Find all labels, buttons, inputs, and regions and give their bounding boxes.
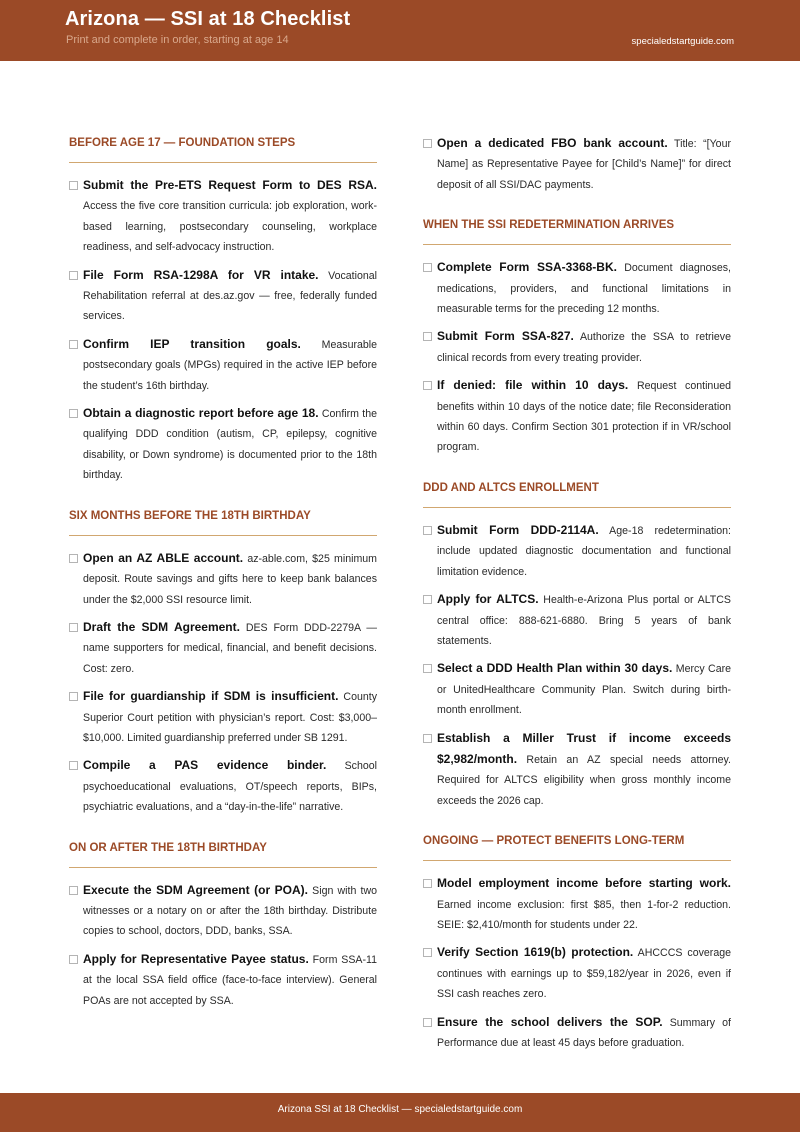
- checklist-item: [423, 942, 731, 1004]
- section-title: ON OR AFTER THE 18TH BIRTHDAY: [69, 841, 267, 854]
- checklist-item-body: Confirm the qualifying DDD condition (autism, CP, epilepsy, cognitive disability, or Down syndrome) is documented prior to the 18th birthday.: [83, 408, 378, 482]
- checklist-item: [69, 755, 377, 817]
- checklist-item-text: [437, 1012, 731, 1054]
- checklist-item-body: DES Form DDD-2279A — name supporters for medical, financial, and benefit decisions. Cost: zero.: [83, 621, 377, 675]
- checklist-item-text: [437, 589, 731, 651]
- section-divider: [423, 507, 731, 508]
- checklist-item-body: Access the five core transition curricula: job exploration, work-based learning, postsecondary counseling, workplace readiness, and self-advocacy instruction.: [83, 200, 377, 254]
- checklist-section: [69, 838, 377, 1011]
- checklist-item: [69, 334, 377, 396]
- checkbox[interactable]: [69, 181, 78, 190]
- checklist-item-body: Mercy Care or UnitedHealthcare Community Plan. Switch during birth-month enrollment.: [437, 663, 732, 717]
- checkbox[interactable]: [423, 381, 432, 390]
- section-title: ONGOING — PROTECT BENEFITS LONG-TERM: [423, 835, 685, 848]
- checklist-item-heading: Verify Section 1619(b) protection.: [437, 945, 634, 960]
- section-title: BEFORE AGE 17 — FOUNDATION STEPS: [69, 137, 296, 149]
- checklist-item-heading: File Form RSA-1298A for VR intake.: [83, 267, 319, 282]
- checkbox[interactable]: [423, 263, 432, 272]
- section-divider: [69, 867, 377, 868]
- checklist-item-heading: File for guardianship if SDM is insufficient.: [83, 689, 339, 704]
- checkbox[interactable]: [69, 340, 78, 349]
- section-title: DDD AND ALTCS ENROLLMENT: [423, 481, 599, 494]
- checklist-item-heading: If denied: file within 10 days.: [437, 378, 629, 393]
- checkbox[interactable]: [423, 664, 432, 673]
- checklist-item-body: County Superior Court petition with physician’s report. Cost: $3,000–$10,000. Limited guardianship preferred under SB 1291.: [83, 691, 377, 744]
- checklist-item-body: Title: “[Your Name] as Representative Payee for [Child’s Name]” for direct deposit of all SSI/DAC payments.: [437, 138, 731, 191]
- checklist-item: [69, 403, 377, 486]
- checklist-section: [423, 478, 731, 811]
- checklist-section: [69, 506, 377, 818]
- checklist-item-heading: Ensure the school delivers the SOP.: [437, 1014, 663, 1029]
- checklist-item: [423, 375, 731, 458]
- checklist-item: [69, 949, 377, 1011]
- checklist-item-body: School psychoeducational evaluations, OT/speech reports, BIPs, psychiatric evaluations, and a “day-in-the-life” narrative.: [83, 760, 377, 814]
- checklist-item-heading: Obtain a diagnostic report before age 18.: [83, 406, 319, 421]
- checklist-item: [69, 175, 377, 258]
- checklist-item-heading: Establish a Miller Trust if income exceeds $2,982/month.: [437, 730, 731, 766]
- checklist-item-text: [437, 728, 731, 812]
- checklist-item-text: [437, 375, 731, 458]
- page-header: [0, 0, 800, 61]
- checklist-item-heading: Complete Form SSA-3368-BK.: [437, 260, 617, 275]
- checklist-item-body: Retain an AZ special needs attorney. Required for ALTCS eligibility when gross monthly income exceeds the 2026 cap.: [437, 753, 731, 807]
- checklist-item: [423, 520, 731, 582]
- section-title: SIX MONTHS BEFORE THE 18TH BIRTHDAY: [69, 509, 311, 522]
- checklist-section: [423, 215, 731, 458]
- footer-text: Arizona SSI at 18 Checklist — specialedstartguide.com: [277, 1104, 523, 1115]
- section-divider: [69, 162, 377, 163]
- checklist-item-body: Sign with two witnesses or a notary on or after the 18th birthday. Distribute copies to school, doctors, DDD, banks, SSA.: [83, 884, 377, 938]
- checklist-item-text: [83, 175, 377, 258]
- section-title: WHEN THE SSI REDETERMINATION ARRIVES: [423, 219, 675, 232]
- left-column: [69, 133, 377, 1018]
- checklist-item-heading: Draft the SDM Agreement.: [83, 619, 240, 634]
- checklist-item: [69, 265, 377, 327]
- checklist-item-heading: Model employment income before starting work.: [437, 876, 731, 891]
- checklist-item-text: [437, 873, 731, 935]
- page-title: Arizona — SSI at 18 Checklist: [65, 8, 351, 30]
- checklist-section: [423, 133, 731, 195]
- checklist-item: [69, 548, 377, 610]
- checklist-item: [423, 728, 731, 812]
- checklist-item-body: Age-18 redetermination: include updated diagnostic documentation and functional limitation evidence.: [437, 524, 731, 578]
- checklist-item: [69, 686, 377, 748]
- checklist-item-text: [437, 658, 731, 720]
- checklist-item-text: [83, 755, 377, 817]
- checklist-item-text: [83, 949, 377, 1011]
- page-footer: [0, 1093, 800, 1132]
- checklist-item: [69, 880, 377, 942]
- checklist-item-body: Summary of Performance due at least 45 days before graduation.: [437, 1016, 732, 1049]
- checklist-item: [423, 873, 731, 935]
- checklist-item-text: [83, 403, 377, 486]
- checklist-item-text: [83, 548, 377, 610]
- checkbox[interactable]: [423, 1018, 432, 1027]
- checklist-item-text: [83, 880, 377, 942]
- checklist-item: [423, 133, 731, 195]
- checklist-item: [423, 326, 731, 368]
- checklist-item-body: Earned income exclusion: first $85, then 1-for-2 reduction. SEIE: $2,410/month for students under 22.: [437, 898, 731, 931]
- checklist-item-heading: Open a dedicated FBO bank account.: [437, 136, 668, 150]
- checkbox[interactable]: [69, 955, 78, 964]
- checklist-item-body: Authorize the SSA to retrieve clinical records from every treating provider.: [437, 331, 731, 364]
- checklist-item-body: Form SSA-11 at the local SSA field office (face-to-face interview). General POAs are not accepted by SSA.: [83, 953, 377, 1007]
- checklist-item-text: [83, 334, 377, 396]
- checklist-item-text: [437, 520, 731, 582]
- checklist-item-heading: Submit Form SSA-827.: [437, 329, 574, 344]
- checklist-item-heading: Execute the SDM Agreement (or POA).: [83, 882, 308, 897]
- checklist-item-heading: Confirm IEP transition goals.: [83, 336, 301, 351]
- checklist-item-heading: Compile a PAS evidence binder.: [83, 758, 327, 773]
- checklist-item-text: [83, 686, 377, 748]
- checkbox[interactable]: [69, 692, 78, 701]
- checkbox[interactable]: [423, 595, 432, 604]
- checklist-item-heading: Submit Form DDD-2114A.: [437, 522, 599, 537]
- checklist-item-body: az-able.com, $25 minimum deposit. Route savings and gifts here to keep bank balances under the $2,000 SSI resource limit.: [83, 552, 377, 606]
- checklist-item-text: [437, 257, 731, 319]
- checkbox[interactable]: [423, 948, 432, 957]
- checklist-item-heading: Open an AZ ABLE account.: [83, 550, 244, 565]
- checklist-item-body: Vocational Rehabilitation referral at des.az.gov — free, federally funded services.: [83, 269, 377, 323]
- checkbox[interactable]: [423, 879, 432, 888]
- checklist-item-body: Health-e-Arizona Plus portal or ALTCS central office: 888-621-6880. Bring 5 years of bank statements.: [437, 594, 731, 647]
- checkbox[interactable]: [69, 554, 78, 563]
- checklist-item-heading: Select a DDD Health Plan within 30 days.: [437, 661, 673, 676]
- checkbox[interactable]: [69, 623, 78, 632]
- checklist-item: [423, 1012, 731, 1054]
- checklist-section: [69, 133, 377, 486]
- checklist-item-text: [83, 265, 377, 327]
- checklist-item: [423, 589, 731, 651]
- right-column: [423, 133, 731, 1060]
- checklist-item-text: [437, 133, 731, 195]
- checklist-item: [423, 257, 731, 319]
- checkbox[interactable]: [69, 886, 78, 895]
- checklist-item-heading: Apply for ALTCS.: [437, 592, 539, 607]
- site-url: specialedstartguide.com: [631, 36, 734, 47]
- checklist-section: [423, 831, 731, 1053]
- page-subtitle: Print and complete in order, starting at age 14: [66, 34, 289, 46]
- section-divider: [423, 860, 731, 861]
- checkbox[interactable]: [423, 734, 432, 743]
- checklist-item-text: [437, 942, 731, 1004]
- checklist-item-heading: Apply for Representative Payee status.: [83, 951, 309, 966]
- checkbox[interactable]: [423, 332, 432, 341]
- checkbox[interactable]: [423, 139, 432, 148]
- checklist-item: [69, 617, 377, 679]
- checklist-item: [423, 658, 731, 720]
- checklist-item-text: [83, 617, 377, 679]
- checklist-item-body: Request continued benefits within 10 days of the notice date; file Reconsideration within 60 days. Confirm Section 301 protection if in VR/school program.: [437, 380, 731, 454]
- checkbox[interactable]: [423, 526, 432, 535]
- checklist-item-body: Measurable postsecondary goals (MPGs) required in the active IEP before the student’s 16th birthday.: [83, 338, 378, 392]
- checklist-item-body: Document diagnoses, medications, providers, and functional limitations in measurable terms for the preceding 12 months.: [437, 262, 731, 316]
- checklist-item-body: AHCCCS coverage continues with earnings up to $59,182/year in 2026, even if SSI cash reaches zero.: [437, 947, 731, 1001]
- checkbox[interactable]: [69, 271, 78, 280]
- checkbox[interactable]: [69, 409, 78, 418]
- checklist-item-heading: Submit the Pre-ETS Request Form to DES RSA.: [83, 178, 377, 192]
- section-divider: [423, 244, 731, 245]
- checklist-item-text: [437, 326, 731, 368]
- section-divider: [69, 535, 377, 536]
- checkbox[interactable]: [69, 761, 78, 770]
